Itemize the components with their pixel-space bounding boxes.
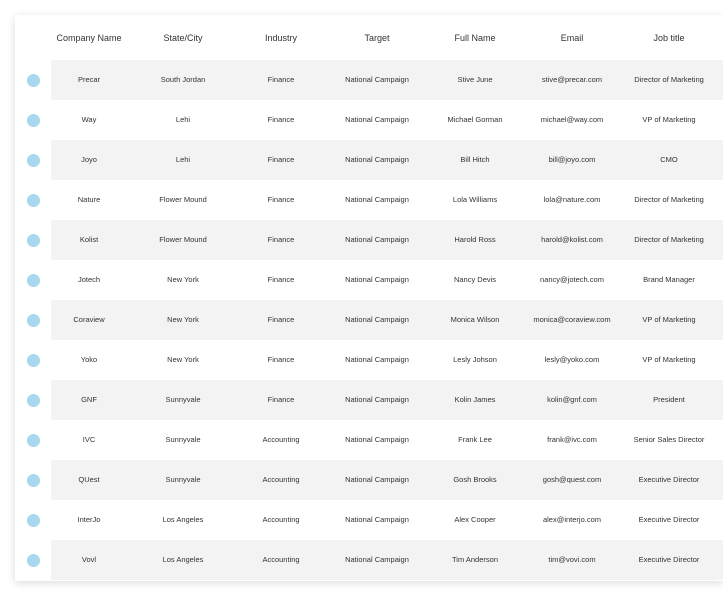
table-row[interactable] [15, 500, 723, 540]
company-name-cell: Vovl [81, 555, 97, 564]
row-select-radio[interactable] [27, 274, 40, 287]
row-select-radio[interactable] [27, 74, 40, 87]
state-city-cell: Sunnyvale [165, 395, 201, 404]
table-row[interactable] [15, 60, 723, 100]
state-city-cell: Flower Mound [159, 235, 207, 244]
industry-cell: Finance [267, 275, 295, 284]
company-name-cell: Precar [77, 75, 101, 84]
email-cell: lesly@yoko.com [544, 355, 600, 364]
state-city-cell: New York [167, 315, 199, 324]
company-name-cell: Way [81, 115, 97, 124]
company-name-cell: Yoko [80, 355, 98, 364]
table-row[interactable] [15, 180, 723, 220]
email-cell: tim@vovi.com [548, 555, 596, 564]
state-city-cell: New York [167, 355, 199, 364]
email-cell: kolin@gnf.com [547, 395, 597, 404]
email-cell: stive@precar.com [541, 75, 603, 84]
target-cell: National Campaign [345, 75, 409, 84]
target-cell: National Campaign [345, 195, 409, 204]
company-name-cell: Jotech [77, 275, 101, 284]
job-title-cell: VP of Marketing [642, 315, 696, 324]
email-cell: alex@interjo.com [542, 515, 602, 524]
table-row[interactable] [15, 220, 723, 260]
table-row[interactable] [15, 380, 723, 420]
job-title-cell: CMO [660, 155, 678, 164]
full-name-cell: Stive June [457, 75, 493, 84]
state-city-cell: Lehi [175, 155, 191, 164]
column-header-target[interactable]: Target [364, 32, 390, 43]
target-cell: National Campaign [345, 315, 409, 324]
row-select-radio[interactable] [27, 234, 40, 247]
full-name-cell: Harold Ross [454, 235, 496, 244]
full-name-cell: Alex Cooper [454, 515, 496, 524]
column-header-job-title[interactable]: Job title [653, 32, 685, 43]
industry-cell: Finance [267, 235, 295, 244]
target-cell: National Campaign [345, 515, 409, 524]
row-select-radio[interactable] [27, 514, 40, 527]
target-cell: National Campaign [345, 475, 409, 484]
row-select-radio[interactable] [27, 114, 40, 127]
table-header [15, 15, 723, 60]
industry-cell: Finance [267, 155, 295, 164]
table-row[interactable] [15, 300, 723, 340]
row-select-radio[interactable] [27, 314, 40, 327]
column-header-industry[interactable]: Industry [264, 32, 297, 43]
table-row[interactable] [15, 140, 723, 180]
column-header-email[interactable]: Email [560, 32, 584, 43]
table-row[interactable] [15, 540, 723, 580]
email-cell: nancy@jotech.com [540, 275, 604, 284]
company-name-cell: Kolist [79, 235, 99, 244]
industry-cell: Finance [267, 115, 295, 124]
full-name-cell: Tim Anderson [452, 555, 498, 564]
row-select-radio[interactable] [27, 194, 40, 207]
email-cell: gosh@quest.com [542, 475, 602, 484]
full-name-cell: Kolin James [454, 395, 496, 404]
state-city-cell: Los Angeles [162, 515, 204, 524]
full-name-cell: Michael Gorman [447, 115, 503, 124]
row-select-radio[interactable] [27, 354, 40, 367]
target-cell: National Campaign [345, 235, 409, 244]
table-row[interactable] [15, 260, 723, 300]
industry-cell: Accounting [262, 555, 300, 564]
industry-cell: Finance [267, 315, 295, 324]
email-cell: harold@kolist.com [541, 235, 603, 244]
job-title-cell: Executive Director [638, 515, 700, 524]
row-select-radio[interactable] [27, 474, 40, 487]
industry-cell: Accounting [262, 435, 300, 444]
industry-cell: Accounting [262, 515, 300, 524]
column-header-company-name[interactable]: Company Name [56, 32, 122, 43]
job-title-cell: Director of Marketing [634, 235, 704, 244]
target-cell: National Campaign [345, 275, 409, 284]
state-city-cell: South Jordan [160, 75, 206, 84]
full-name-cell: Monica Wilson [450, 315, 500, 324]
job-title-cell: Executive Director [638, 475, 700, 484]
job-title-cell: Executive Director [638, 555, 700, 564]
target-cell: National Campaign [345, 395, 409, 404]
state-city-cell: Flower Mound [159, 195, 207, 204]
email-cell: michael@way.com [540, 115, 604, 124]
industry-cell: Finance [267, 75, 295, 84]
full-name-cell: Gosh Brooks [453, 475, 497, 484]
company-name-cell: InterJo [77, 515, 101, 524]
table-row[interactable] [15, 460, 723, 500]
state-city-cell: New York [167, 275, 199, 284]
email-cell: monica@coraview.com [533, 315, 611, 324]
row-select-radio[interactable] [27, 434, 40, 447]
table-row[interactable] [15, 420, 723, 460]
row-select-radio[interactable] [27, 394, 40, 407]
job-title-cell: Brand Manager [643, 275, 695, 284]
target-cell: National Campaign [345, 155, 409, 164]
job-title-cell: President [653, 395, 685, 404]
industry-cell: Finance [267, 395, 295, 404]
industry-cell: Finance [267, 195, 295, 204]
email-cell: lola@nature.com [543, 195, 601, 204]
state-city-cell: Lehi [175, 115, 191, 124]
job-title-cell: VP of Marketing [642, 115, 696, 124]
state-city-cell: Los Angeles [162, 555, 204, 564]
row-select-radio[interactable] [27, 554, 40, 567]
column-header-state-city[interactable]: State/City [163, 32, 203, 43]
company-name-cell: QUest [78, 475, 100, 484]
state-city-cell: Sunnyvale [165, 475, 201, 484]
contacts-table [15, 15, 723, 581]
company-name-cell: IVC [82, 435, 96, 444]
table-row[interactable] [15, 100, 723, 140]
row-select-radio[interactable] [27, 154, 40, 167]
table-row[interactable] [15, 340, 723, 380]
industry-cell: Finance [267, 355, 295, 364]
target-cell: National Campaign [345, 555, 409, 564]
job-title-cell: VP of Marketing [642, 355, 696, 364]
email-cell: frank@ivc.com [547, 435, 597, 444]
company-name-cell: Nature [77, 195, 101, 204]
target-cell: National Campaign [345, 435, 409, 444]
full-name-cell: Lesly Johson [453, 355, 497, 364]
full-name-cell: Nancy Devis [453, 275, 497, 284]
job-title-cell: Director of Marketing [634, 195, 704, 204]
full-name-cell: Bill Hitch [460, 155, 490, 164]
full-name-cell: Frank Lee [458, 435, 492, 444]
target-cell: National Campaign [345, 355, 409, 364]
job-title-cell: Director of Marketing [634, 75, 704, 84]
industry-cell: Accounting [262, 475, 300, 484]
table-body [15, 60, 723, 580]
job-title-cell: Senior Sales Director [633, 435, 705, 444]
company-name-cell: Coraview [73, 315, 105, 324]
email-cell: bill@joyo.com [548, 155, 596, 164]
company-name-cell: Joyo [81, 155, 97, 164]
column-header-full-name[interactable]: Full Name [454, 32, 496, 43]
target-cell: National Campaign [345, 115, 409, 124]
company-name-cell: GNF [81, 395, 97, 404]
full-name-cell: Lola Williams [452, 195, 498, 204]
state-city-cell: Sunnyvale [165, 435, 201, 444]
